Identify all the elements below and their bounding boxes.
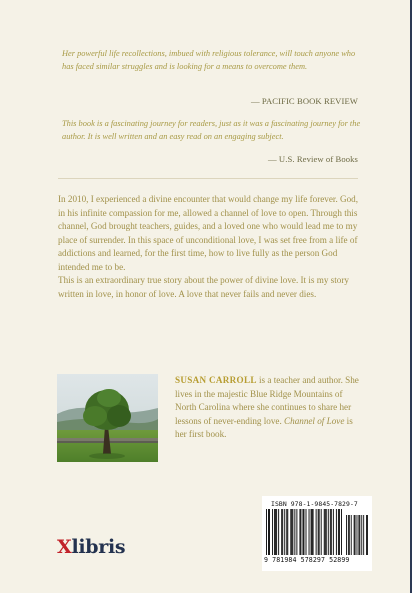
publisher-logo-x: X: [57, 536, 72, 558]
barcode-bar: [275, 509, 276, 555]
barcode-bar: [324, 509, 325, 555]
barcode-bar: [311, 509, 312, 555]
author-bio-text-2: is her first book.: [175, 415, 353, 440]
barcode-bar: [333, 509, 334, 555]
barcode-addon-bar: [354, 515, 355, 555]
barcode-digits: [264, 556, 370, 564]
barcode-addon-bar: [349, 515, 350, 555]
barcode-bar: [294, 509, 295, 555]
barcode-addon-bar: [357, 515, 358, 555]
blurb-paragraph-1: In 2010, I experienced a divine encounter that would change my life forever. God, in his infinite compassion for me, allowed a channel of love to open. Through this channel, God brought teachers, guides, and a loved one who would lead me to my place of surrender. In this space of unconditional love, I was set free from a life of addictions and learned, for the first time, how to live fully as the person God intended me to be.: [58, 194, 359, 272]
barcode-addon-bar: [355, 515, 356, 555]
barcode-bar: [313, 509, 314, 555]
barcode-bar: [282, 509, 283, 555]
book-title: Channel of Love: [284, 415, 345, 426]
barcode-addon-bar: [351, 515, 352, 555]
divider: [58, 178, 358, 179]
barcode-bar: [321, 509, 322, 555]
barcode-bar: [281, 509, 282, 555]
review-quote-2: This book is a fascinating journey for readers, just as it was a fascinating journey for the author. It is well written and an easy read on an engaging subject.: [62, 119, 361, 142]
barcode: [262, 496, 372, 571]
author-bio-text-1: is a teacher and author. She lives in the majestic Blue Ridge Mountains of North Carolina where she continues to share her lessons of never-ending love.: [175, 375, 359, 426]
barcode-bar: [309, 509, 310, 555]
barcode-addon-bar: [367, 515, 368, 555]
barcode-addon-bar: [348, 515, 349, 555]
barcode-bar: [287, 509, 288, 555]
barcode-bar: [268, 509, 269, 555]
barcode-bar: [330, 509, 331, 555]
barcode-bar: [272, 509, 273, 555]
publisher-logo: [57, 536, 125, 558]
review-quote-1: Her powerful life recollections, imbued with religious tolerance, will touch anyone who has faced similar struggles and is looking for a means to overcome them.: [62, 49, 356, 72]
barcode-bar: [306, 509, 307, 555]
barcode-bar: [319, 509, 320, 555]
barcode-bar: [286, 509, 287, 555]
barcode-bar: [316, 509, 317, 555]
barcode-bar: [284, 509, 285, 555]
barcode-bar: [296, 509, 297, 555]
barcode-bar: [338, 509, 339, 555]
barcode-bar: [341, 509, 342, 555]
tree-landscape-image: [57, 374, 158, 462]
barcode-bar: [300, 509, 301, 555]
barcode-bar: [292, 509, 293, 555]
barcode-bar: [303, 509, 304, 555]
barcode-bar: [328, 509, 329, 555]
barcode-bar: [278, 509, 279, 555]
barcode-bar: [318, 509, 319, 555]
barcode-addon-bar: [346, 515, 347, 555]
author-name: SUSAN CARROLL: [175, 375, 257, 385]
barcode-addon-bar: [358, 515, 359, 555]
barcode-bar: [290, 509, 291, 555]
review-attribution-1: — PACIFIC BOOK REVIEW: [250, 96, 358, 106]
barcode-addon-bar: [366, 515, 367, 555]
barcode-addon-bar: [363, 515, 364, 555]
barcode-bar: [276, 509, 277, 555]
review-attribution-2: — U.S. Review of Books: [267, 154, 358, 164]
barcode-addon: 52899: [329, 556, 350, 564]
barcode-addon-bar: [359, 515, 360, 555]
barcode-bars: [266, 509, 370, 557]
barcode-bar: [269, 509, 270, 555]
barcode-addon-bar: [361, 515, 362, 555]
barcode-bar: [291, 509, 292, 555]
barcode-bar: [266, 509, 267, 555]
isbn-label: ISBN 978-1-9845-7829-7: [271, 500, 358, 508]
barcode-bar: [325, 509, 326, 555]
author-bio: [175, 374, 365, 442]
barcode-bar: [274, 509, 275, 555]
barcode-bar: [302, 509, 303, 555]
barcode-number: 9 781984 578297: [264, 556, 326, 564]
barcode-bar: [336, 509, 337, 555]
blurb-paragraph-2: This is an extraordinary true story about the power of divine love. It is my story written in love, in honor of love. A love that never fails and never dies.: [58, 275, 349, 299]
barcode-bar: [326, 509, 327, 555]
barcode-bar: [339, 509, 340, 555]
landscape-photo: [57, 374, 158, 462]
publisher-logo-text: libris: [71, 536, 126, 558]
barcode-bar: [299, 509, 300, 555]
barcode-bar: [331, 509, 332, 555]
barcode-bar: [312, 509, 313, 555]
